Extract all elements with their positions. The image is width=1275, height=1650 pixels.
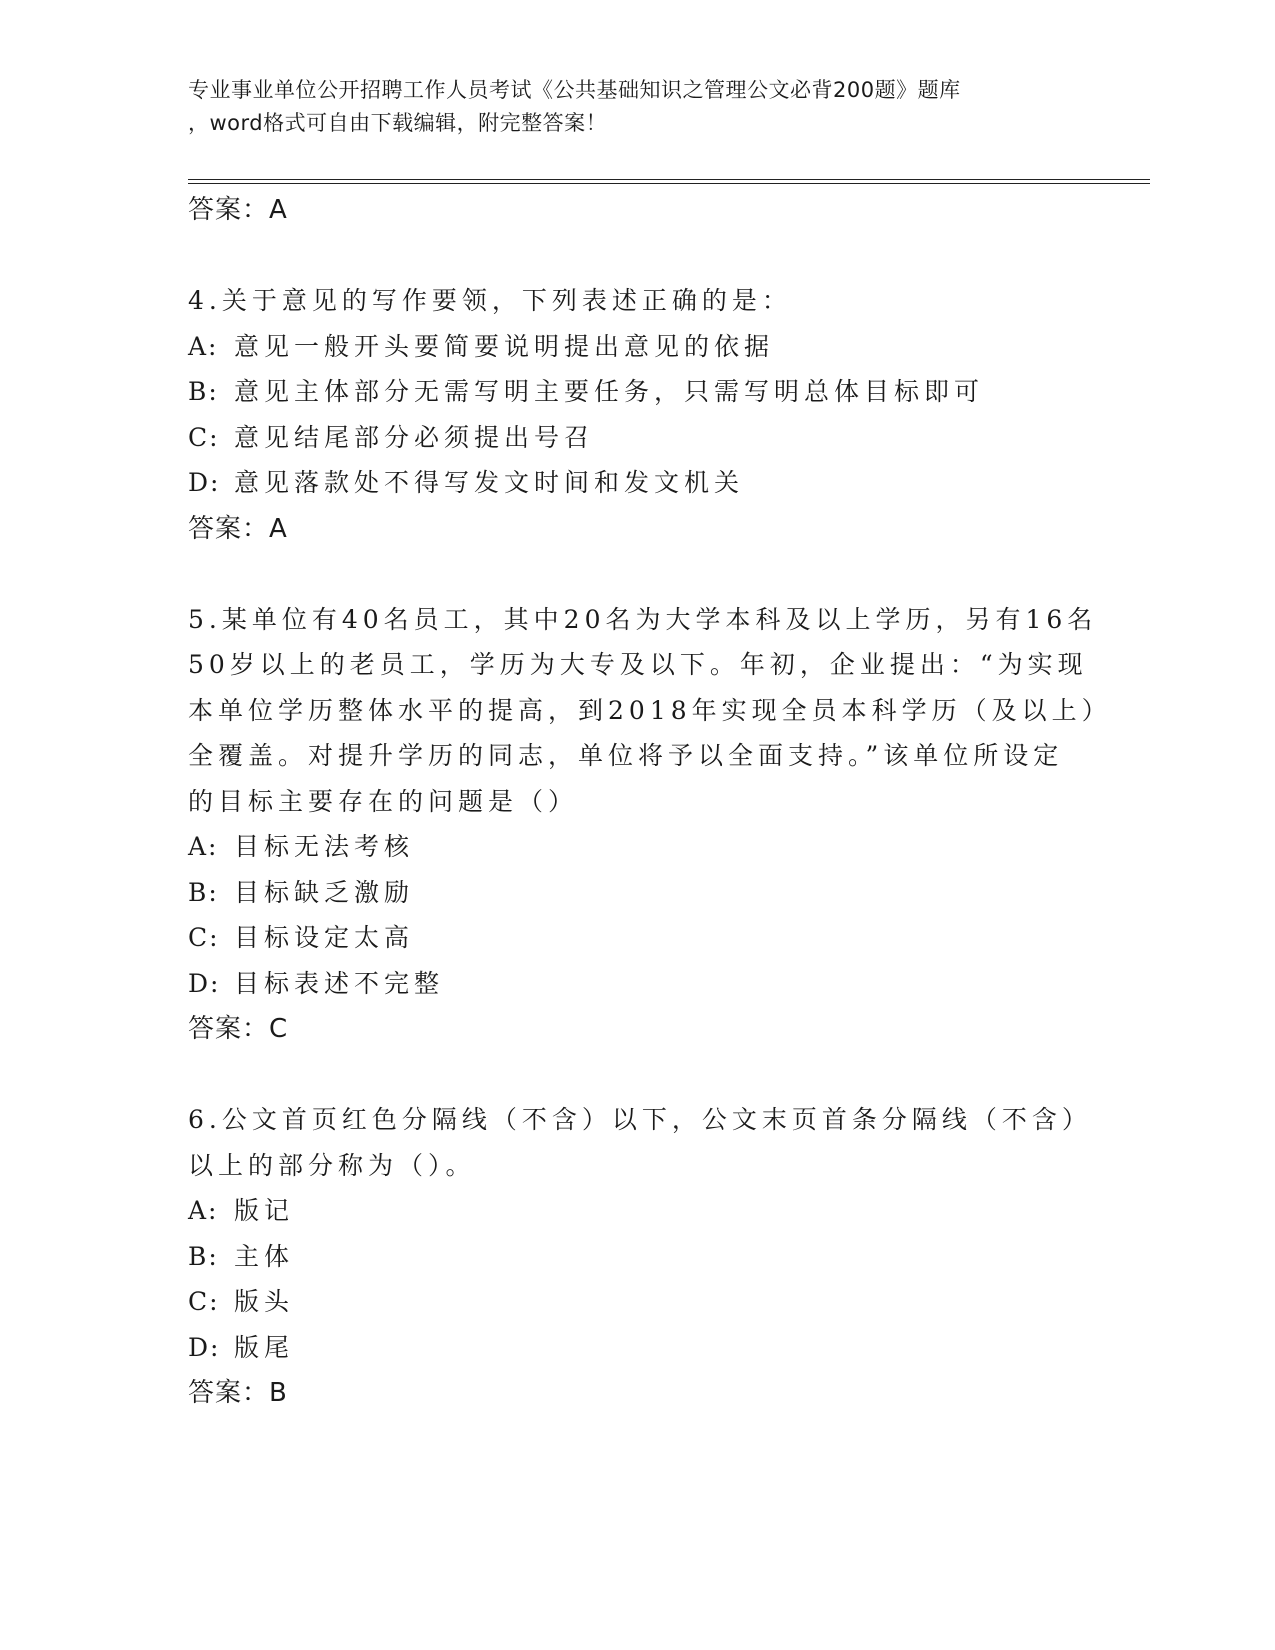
option-text: 版记 — [234, 1196, 295, 1225]
option-a — [188, 324, 1088, 370]
option-b — [188, 1234, 1088, 1280]
answer-line: 答案：C — [188, 1014, 289, 1044]
option-letter: C: — [188, 1287, 220, 1316]
question-text: 50岁以上的老员工，学历为大专及以下。年初，企业提出：“为实现 — [188, 650, 1088, 679]
option-letter: B: — [188, 377, 219, 406]
header-divider-top — [188, 179, 1150, 180]
option-d — [188, 460, 1088, 506]
option-letter: D: — [188, 468, 221, 497]
option-letter: A: — [188, 832, 219, 861]
question-text: 4.关于意见的写作要领，下列表述正确的是： — [188, 286, 792, 315]
option-letter: D: — [188, 968, 221, 998]
option-text: 意见落款处不得写发文时间和发文机关 — [234, 468, 745, 497]
question-text: 全覆盖。对提升学历的同志，单位将予以全面支持。”该单位所设定 — [188, 741, 1064, 770]
option-letter: B: — [188, 877, 219, 907]
option-text: 版头 — [234, 1287, 295, 1316]
option-text: 版尾 — [234, 1332, 295, 1362]
option-text: 目标缺乏激励 — [234, 877, 415, 907]
option-letter: A: — [188, 1196, 219, 1225]
option-d — [188, 1325, 1088, 1371]
header-divider-bottom — [188, 183, 1150, 184]
option-a — [188, 824, 1088, 870]
option-text: 意见主体部分无需写明主要任务，只需写明总体目标即可 — [234, 377, 985, 406]
question-text: 5.某单位有40名员工，其中20名为大学本科及以上学历，另有16名 — [188, 604, 1098, 634]
question-list — [188, 187, 1112, 1416]
option-text: 意见结尾部分必须提出号召 — [234, 422, 595, 452]
question-text: 以上的部分称为（）。 — [188, 1150, 476, 1180]
option-letter: B: — [188, 1241, 219, 1271]
question-block-5 — [188, 597, 1112, 1053]
answer-line: 答案：A — [188, 513, 288, 544]
header-title-line-1: 专业事业单位公开招聘工作人员考试《公共基础知识之管理公文必背200题》题库 — [188, 78, 961, 102]
question-text: 6.公文首页红色分隔线（不含）以下，公文末页首条分隔线（不含） — [188, 1105, 1092, 1134]
question-block-4 — [188, 278, 1088, 552]
option-b — [188, 870, 1088, 916]
option-letter: C: — [188, 422, 220, 452]
option-letter: C: — [188, 923, 220, 952]
answer-line: 答案：B — [188, 1378, 288, 1408]
answer-line: 答案：A — [188, 195, 288, 225]
header-title-line-2: ，word格式可自由下载编辑，附完整答案！ — [188, 111, 608, 135]
option-a — [188, 1188, 1088, 1234]
option-text: 主体 — [234, 1241, 295, 1271]
page-header — [188, 74, 1088, 140]
option-b — [188, 369, 1088, 415]
question-block-6 — [188, 1097, 1092, 1416]
option-c — [188, 415, 1088, 461]
option-text: 目标表述不完整 — [234, 968, 445, 998]
question-text: 本单位学历整体水平的提高，到2018年实现全员本科学历（及以上） — [188, 695, 1112, 725]
option-c — [188, 915, 1088, 961]
option-letter: A: — [188, 331, 219, 361]
option-text: 目标设定太高 — [234, 923, 415, 952]
option-text: 意见一般开头要简要说明提出意见的依据 — [234, 331, 775, 361]
option-text: 目标无法考核 — [234, 832, 415, 861]
question-text: 的目标主要存在的问题是（） — [188, 786, 579, 816]
option-c — [188, 1279, 1088, 1325]
spacer — [188, 233, 1088, 278]
spacer — [188, 1052, 1088, 1097]
spacer — [188, 552, 1088, 597]
option-d — [188, 961, 1088, 1007]
option-letter: D: — [188, 1332, 221, 1362]
